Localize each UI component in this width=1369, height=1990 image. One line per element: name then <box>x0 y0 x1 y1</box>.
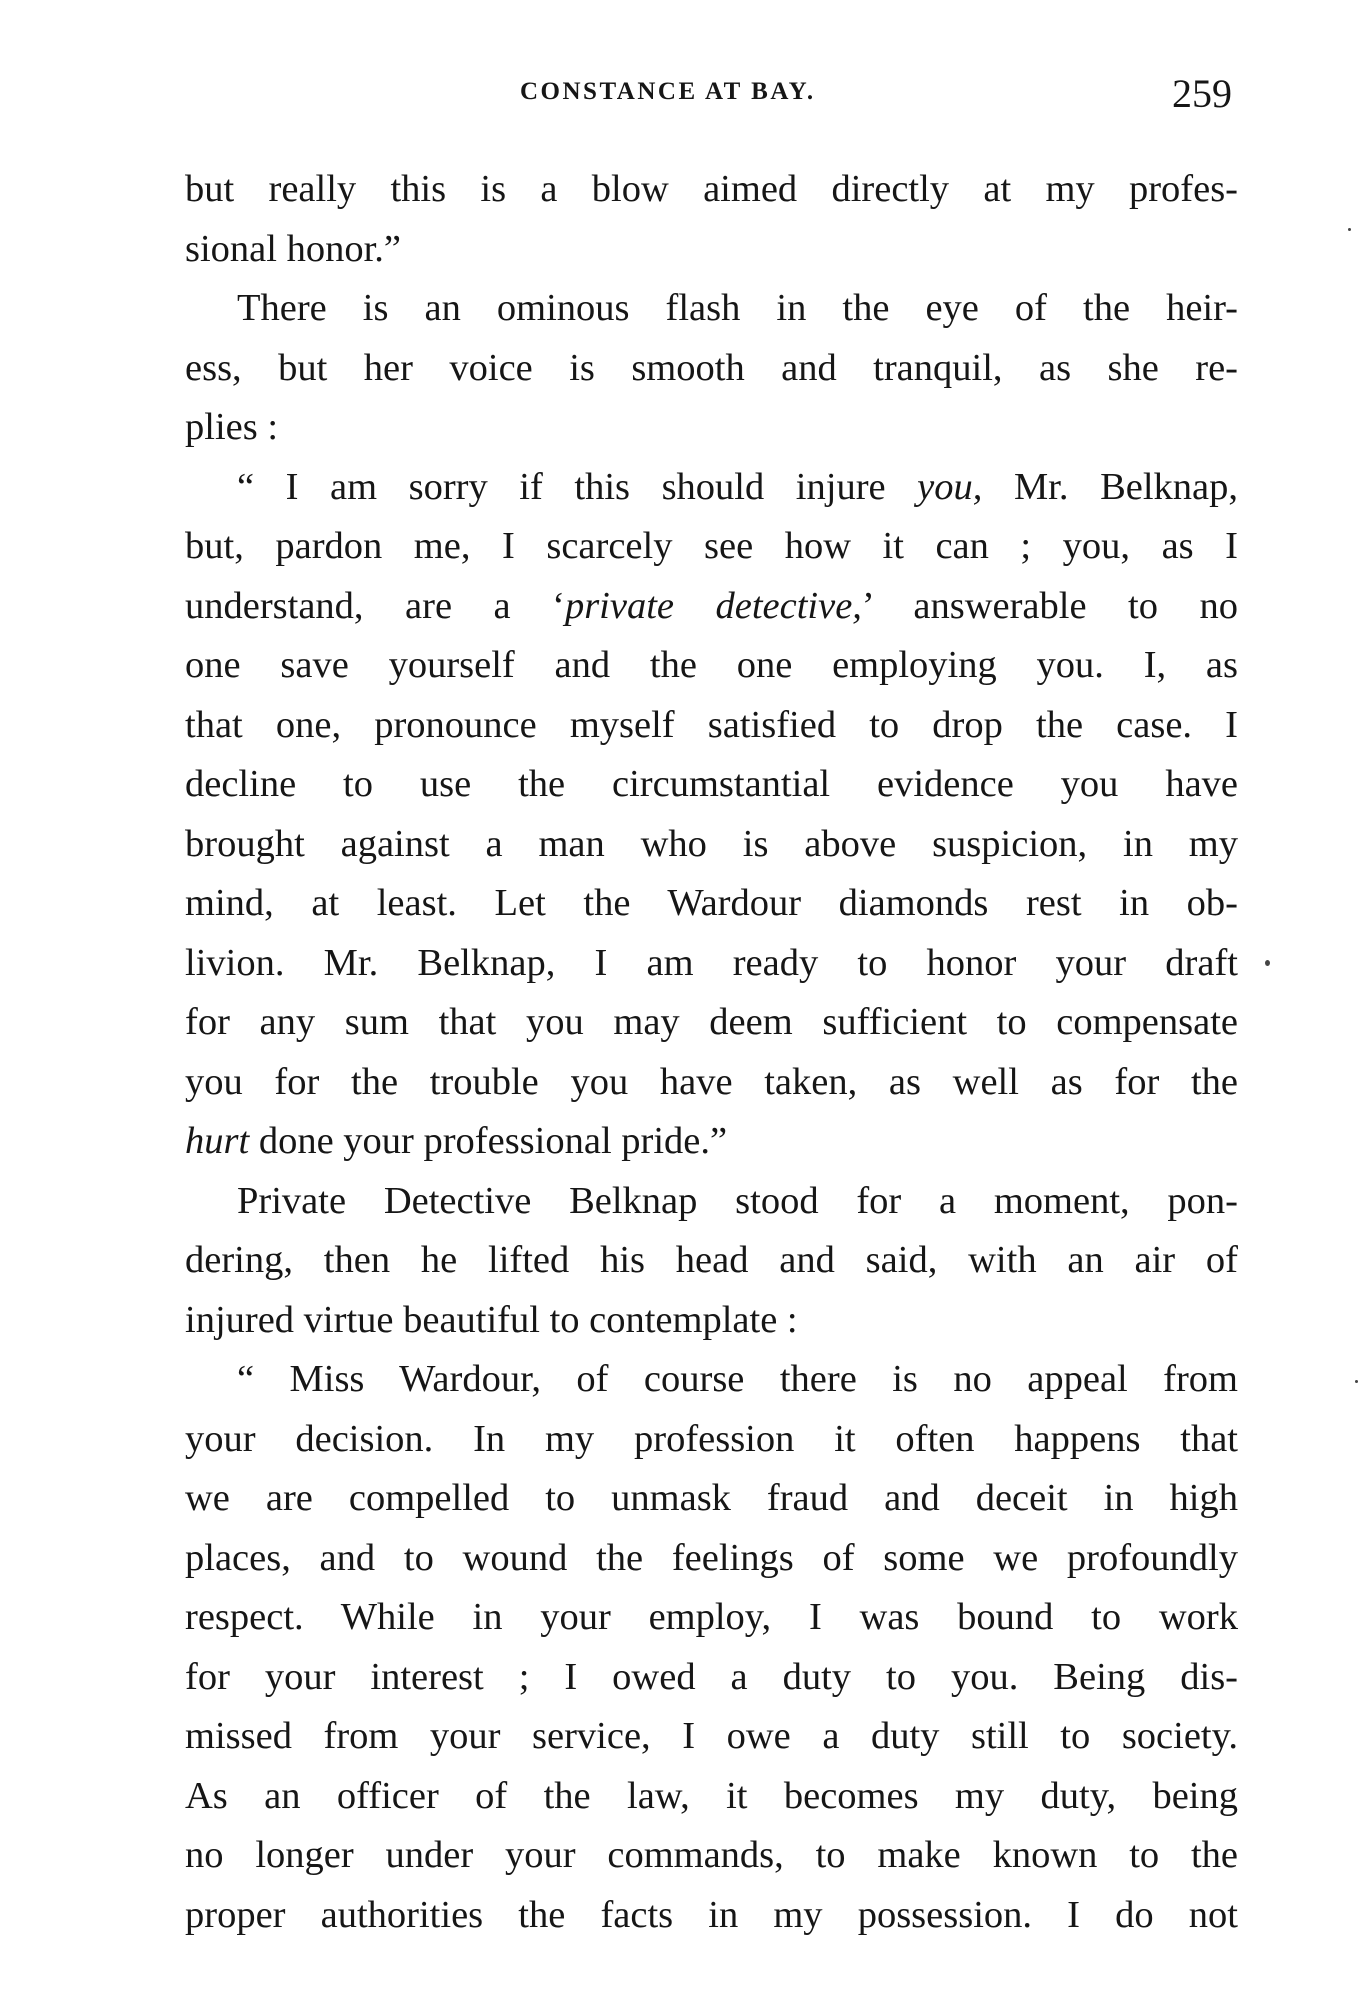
text-line: understand, are a ‘private detective,’ answerable to no <box>185 584 1238 627</box>
running-head <box>0 70 1369 130</box>
text-line: respect. While in your employ, I was bound to work <box>185 1596 1238 1638</box>
text-line: sional honor.” <box>185 227 401 270</box>
text-line: ess, but her voice is smooth and tranquil, as she re- <box>185 346 1238 389</box>
text-line: dering, then he lifted his head and said, with an air of <box>185 1239 1238 1281</box>
text-line: for your interest ; I owed a duty to you. Being dis- <box>185 1655 1238 1698</box>
text-line: places, and to wound the feelings of some we profoundly <box>185 1536 1238 1579</box>
text-line: brought against a man who is above suspicion, in my <box>185 822 1238 865</box>
page-number: 259 <box>1172 71 1232 116</box>
italic-text: private detective, <box>564 584 862 627</box>
text-line: Private Detective Belknap stood for a moment, pon- <box>237 1179 1238 1222</box>
scan-speck <box>1355 1380 1358 1383</box>
text-line: hurt done your professional pride.” <box>185 1120 728 1162</box>
text-line: we are compelled to unmask fraud and deceit in high <box>185 1477 1238 1519</box>
text-line: plies : <box>185 406 279 448</box>
text-line: you for the trouble you have taken, as well as for the <box>185 1060 1238 1103</box>
text-line: “ I am sorry if this should injure you, Mr. Belknap, <box>237 465 1238 508</box>
text-line: that one, pronounce myself satisfied to drop the case. I <box>185 703 1238 746</box>
text-line: “ Miss Wardour, of course there is no appeal from <box>237 1358 1238 1400</box>
chapter-title: CONSTANCE AT BAY. <box>520 78 816 105</box>
text-line: but, pardon me, I scarcely see how it can ; you, as I <box>185 525 1238 567</box>
text-line: As an officer of the law, it becomes my duty, being <box>185 1774 1238 1817</box>
text-line: injured virtue beautiful to contemplate : <box>185 1298 798 1341</box>
italic-text: hurt <box>185 1120 250 1162</box>
text-line: mind, at least. Let the Wardour diamonds rest in ob- <box>185 882 1238 924</box>
text-line: decline to use the circumstantial evidence you have <box>185 763 1238 805</box>
body-text <box>185 160 1238 1945</box>
italic-text: you, <box>917 465 983 508</box>
text-line: your decision. In my profession it often happens that <box>185 1417 1238 1460</box>
text-line: proper authorities the facts in my possession. I do not <box>185 1893 1238 1936</box>
scan-speck <box>1348 228 1351 231</box>
text-line: missed from your service, I owe a duty still to society. <box>185 1715 1238 1757</box>
text-line: livion. Mr. Belknap, I am ready to honor your draft <box>185 941 1238 984</box>
scan-speck <box>1265 960 1270 966</box>
text-line: but really this is a blow aimed directly at my profes- <box>185 168 1238 210</box>
text-line: no longer under your commands, to make known to the <box>185 1834 1238 1876</box>
text-line: one save yourself and the one employing you. I, as <box>185 644 1238 686</box>
text-line: There is an ominous flash in the eye of the heir- <box>237 287 1238 329</box>
text-line: for any sum that you may deem sufficient to compensate <box>185 1001 1238 1043</box>
